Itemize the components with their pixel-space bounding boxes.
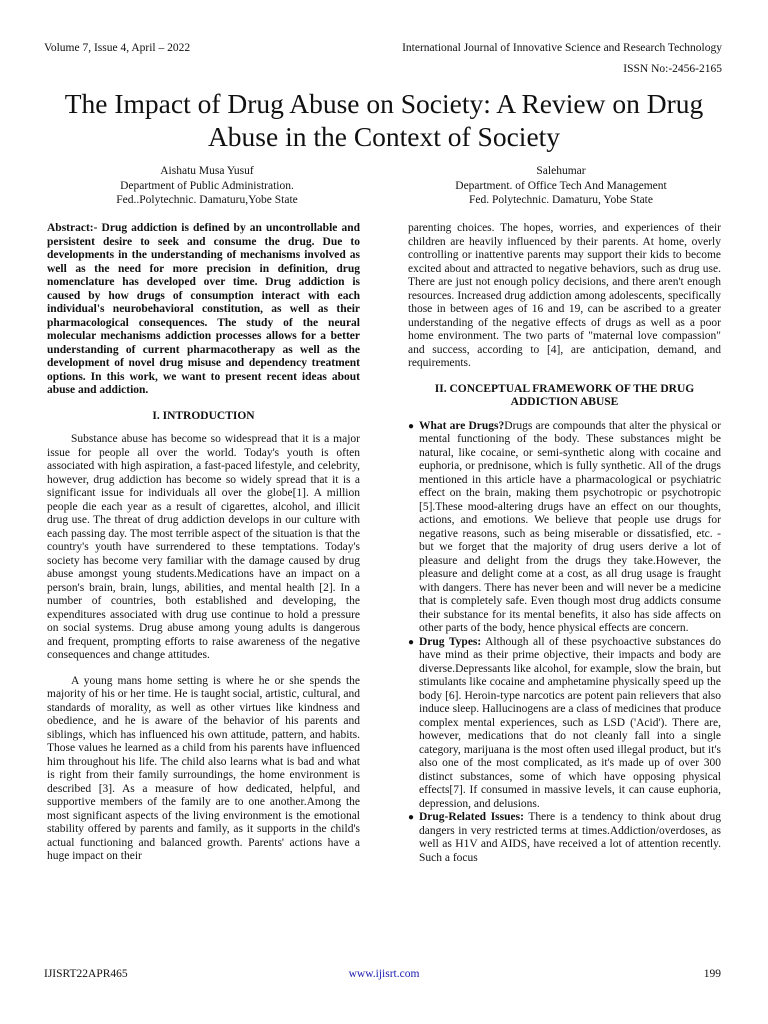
bullet-lead: Drug Types: [419,635,482,648]
author-institution: Fed. Polytechnic. Damaturu, Yobe State [469,194,653,206]
bullet-text: Although all of these psychoactive substances do have mind as their prime objective, their impacts and body are diverse.Depressants like alcohol, for example, slow the brain, but stimulants like cocaine and amphetamine physically speed up the body [6]. Heroin-type narcotics are potent pain relievers that also induce sleep. Hallucinogens are a class of medicines that produce complex mental experiences, such as LSD ('Acid'). There are, however, medications that do not cleanly fall into a single category, marijuana is the most often used illegal product, but it's also one of the most complicated, as it's made up of over 300 distinct substances, some of which have opposing physical effects[7]. If consumed in massive levels, it can cause euphoria, depression, and delusions. [419,635,721,810]
section-heading-conceptual-framework: II. CONCEPTUAL FRAMEWORK OF THE DRUG ADDICTION ABUSE [434,382,695,408]
list-item [408,420,721,636]
list-item [408,636,721,812]
author-block-1 [47,164,367,208]
bullet-text: Drugs are compounds that alter the physical or mental functioning of the body. These substances might be natural, like cocaine, or semi-synthetic along with cocaine and euphoria, or prednisone, which is fully synthetic. All of the drugs mentioned in this article have a pharmacological or psychiatric effect on the brain, making them psychotropic or psychotropic [5].These mood-altering drugs have an effect on our thoughts, actions, and emotions. We believe that people use drugs for negative reasons, such as being miserable or dissatisfied, etc. - but we forget that the majority of drug users derive a lot of pleasure and delight from the drugs they take.However, the pleasure and delight come at a cost, as all drug usage is fraught with dangers. There has never been and will never be a medicine that is completely safe. Even though most drug addicts consume their substance for its mental benefits, it also has side affects on other parts of the body, hence physical effects are concern. [419,419,721,634]
page-number: 199 [703,968,721,980]
intro-paragraph-2: A young mans home setting is where he or she spends the majority of his or her time. He is taught social, artistic, cultural, and standards of morality, as well as other virtues like kindness and obedience, and he is aware of the behavior of his parents and siblings, which has influenced his own attitude, pattern, and habits. Those values he learned as a child from his parents have influenced him throughout his life. The child also learns what is bad and what is right from their family surroundings, the home environment is described [3]. As a measure of how dedicated, helpful, and supportive members of the family are to one another.Among the most significant aspects of the living environment is the emotional stability offered by parents and family, as it supports in the child's actual functioning and balanced growth. Parents' actions have a huge impact on their [47,674,360,862]
article-id: IJISRT22APR465 [44,968,128,980]
journal-url-link[interactable]: www.ijisrt.com [348,968,420,980]
bullet-lead: Drug-Related Issues: [419,811,524,823]
bullet-icon: ● [408,636,415,648]
journal-name: International Journal of Innovative Science and Research Technology [402,42,722,54]
bullet-list [408,420,721,866]
bullet-lead: What are Drugs? [419,419,505,432]
author-name: Aishatu Musa Yusuf [160,165,254,177]
author-block-2 [401,164,721,208]
abstract: Abstract:- Drug addiction is defined by an uncontrollable and persistent desire to seek and consume the drug. Due to developments in the understanding of mechanisms involved as well as the need for more precision in definition, drug nomenclature has developed over time. Drug addiction is caused by how drugs of consumption interact with each individual's neurobehavioral constitution, as well as their pharmacological consequences. The study of the neural molecular mechanisms addiction processes allows for a better understanding of current pharmacotherapy as well as the development of novel drug misuse and dependency treatment options. In this work, we want to present recent ideas about abuse and addiction. [47,222,360,396]
bullet-icon: ● [408,420,415,432]
author-institution: Fed..Polytechnic. Damaturu,Yobe State [116,194,298,206]
bullet-icon: ● [408,812,415,823]
running-header [44,42,722,54]
author-department: Department. of Office Tech And Management [455,179,667,192]
section-heading-introduction: I. INTRODUCTION [152,409,255,422]
page-title: The Impact of Drug Abuse on Society: A Review on Drug Abuse in the Context of Society [64,88,704,152]
author-name: Salehumar [536,165,586,177]
intro-paragraph-2-continued: parenting choices. The hopes, worries, and experiences of their children are heavily influenced by their parents. At home, overly controlling or inattentive parents may support their kids to become excited about and attracted to negative behaviors, such as drug use. There are just not enough policy decisions, and there aren't enough resources. Increased drug addiction among adolescents, specifically those in between ages of 16 and 19, can be ascribed to a greater understanding of the negative effects of drugs as well as a poor home environment. The two parts of "maternal love compassion" and success, according to [4], are anticipation, demand, and requirements. [408,222,721,369]
right-column [408,222,721,864]
left-column [47,222,360,862]
intro-paragraph-1: Substance abuse has become so widespread that it is a major issue for people all over the world. Today's youth is often associated with high aspiration, a fast-paced lifestyle, and celebrity, however, drug addiction has become so widely spread that it is a significant issue for individuals all over the globe[1]. A million people die each year as a result of cigarettes, alcohol, and illicit drug use. The threat of drug addiction develops in our culture with each passing day. The most terrible aspect of the situation is that the country's youth have surrendered to these temptations. Today's society has become very familiar with the damage caused by drug abuse amongst young students.Medications have an impact on a person's brain, brain, lungs, abilities, and mental health [2]. In a number of countries, both established and developing, the expenditures associated with drug use continue to hold a pressure on social systems. Drug abuse among young adults is dangerous and frequent, prompting efforts to raise awareness of the negative consequences and change attitudes. [47,433,360,661]
volume-issue: Volume 7, Issue 4, April – 2022 [44,42,191,54]
bullet-text: There is a tendency to think about drug dangers in very restricted terms at times.Addiction/overdoses, as well as H1V and AIDS, have received a lot of attention recently. Such a focus [419,811,721,864]
issn: ISSN No:-2456-2165 [623,63,722,75]
list-item [408,811,721,865]
author-department: Department of Public Administration. [120,179,294,192]
